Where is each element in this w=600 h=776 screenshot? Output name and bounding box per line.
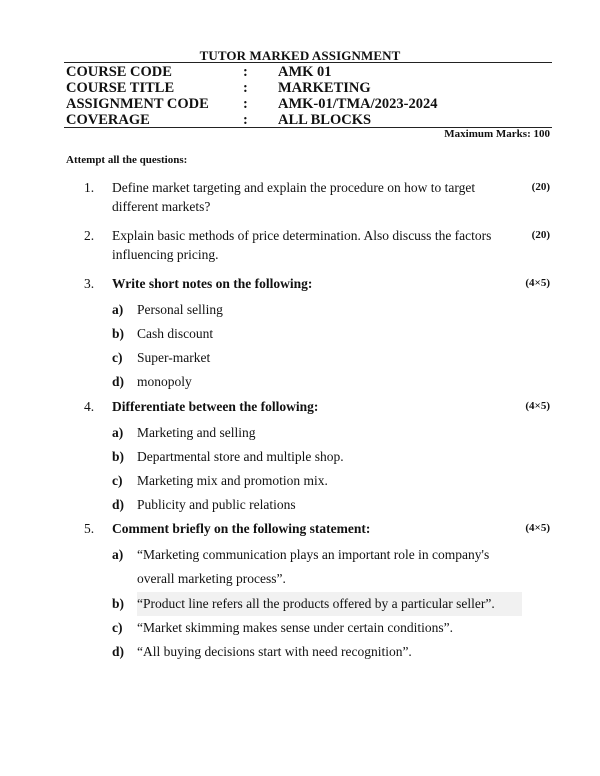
question-number: 5. <box>84 521 95 536</box>
sub-item-label: b) <box>112 326 125 341</box>
sub-item-label: b) <box>112 596 125 611</box>
question-text: Write short notes on the following: <box>112 276 313 291</box>
question-number: 1. <box>84 180 95 195</box>
question-marks: (20) <box>531 229 550 241</box>
sub-item-label: c) <box>112 350 123 365</box>
info-value: ALL BLOCKS <box>278 112 372 128</box>
sub-item-label: a) <box>112 547 124 562</box>
info-label: COURSE TITLE <box>66 80 175 96</box>
sub-item-text: “Market skimming makes sense under certain conditions”. <box>137 620 454 635</box>
question-marks: (20) <box>531 181 550 193</box>
sub-item-text: Personal selling <box>137 302 223 317</box>
question-text: Explain basic methods of price determination. Also discuss the factors influencing pricing. <box>112 228 492 262</box>
sub-item-text: Super-market <box>137 350 211 365</box>
sub-item-text: Publicity and public relations <box>137 497 296 512</box>
info-colon: : <box>243 112 248 128</box>
sub-item-label: a) <box>112 302 124 317</box>
info-label: ASSIGNMENT CODE <box>66 96 209 112</box>
maximum-marks: Maximum Marks: 100 <box>444 128 550 140</box>
sub-item-text: monopoly <box>137 374 192 389</box>
sub-item-text: Marketing mix and promotion mix. <box>137 473 328 488</box>
info-value: AMK-01/TMA/2023-2024 <box>278 96 438 112</box>
info-colon: : <box>243 96 248 112</box>
info-value: MARKETING <box>278 80 371 96</box>
question-text: Differentiate between the following: <box>112 399 319 414</box>
sub-item-label: a) <box>112 425 124 440</box>
question-number: 2. <box>84 228 95 243</box>
info-label: COVERAGE <box>66 112 150 128</box>
sub-item-label: d) <box>112 644 125 659</box>
sub-item-text: “All buying decisions start with need recognition”. <box>137 644 412 659</box>
info-value: AMK 01 <box>278 64 332 80</box>
question-marks: (4×5) <box>525 522 550 534</box>
sub-item-text: Cash discount <box>137 326 214 341</box>
question-text: Comment briefly on the following statement: <box>112 521 371 536</box>
question-marks: (4×5) <box>525 277 550 289</box>
sub-item-label: d) <box>112 497 125 512</box>
sub-item-text: Marketing and selling <box>137 425 256 440</box>
question-number: 4. <box>84 399 95 414</box>
sub-item-text: Departmental store and multiple shop. <box>137 449 344 464</box>
assignment-heading: TUTOR MARKED ASSIGNMENT <box>199 48 401 63</box>
info-colon: : <box>243 80 248 96</box>
question-number: 3. <box>84 276 95 291</box>
question-marks: (4×5) <box>525 400 550 412</box>
info-colon: : <box>243 64 248 80</box>
sub-item-label: b) <box>112 449 125 464</box>
sub-item-label: c) <box>112 473 123 488</box>
sub-item-text: “Product line refers all the products offered by a particular seller”. <box>137 592 522 616</box>
instruction: Attempt all the questions: <box>66 154 188 166</box>
sub-item-label: d) <box>112 374 125 389</box>
info-label: COURSE CODE <box>66 64 172 80</box>
question-text: Define market targeting and explain the procedure on how to target different markets? <box>112 180 476 214</box>
header-rule-top <box>64 62 552 63</box>
sub-item-text: “Marketing communication plays an important role in company's overall marketing process”. <box>137 547 490 586</box>
sub-item-label: c) <box>112 620 123 635</box>
